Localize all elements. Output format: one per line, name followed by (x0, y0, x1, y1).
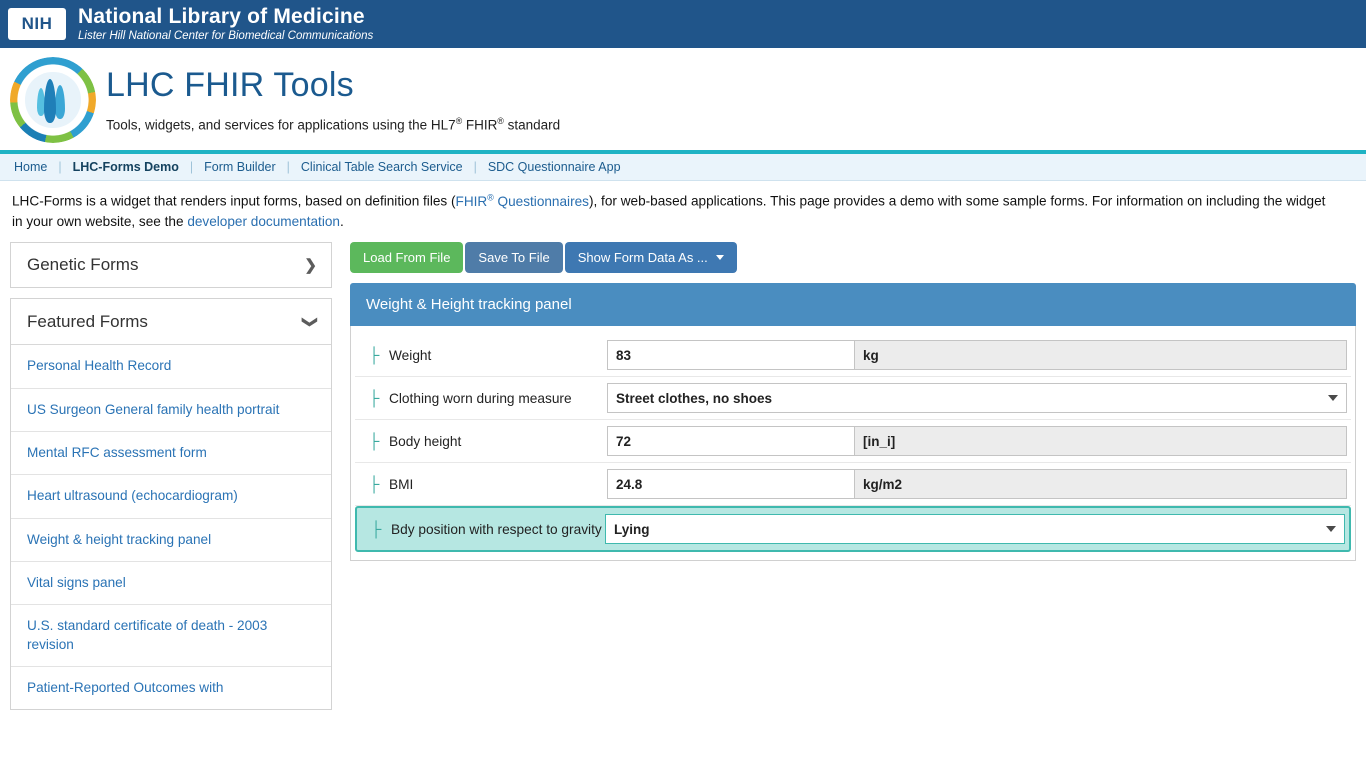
main-nav (0, 154, 1366, 181)
field-value-group (607, 469, 1347, 499)
nih-banner (0, 0, 1366, 48)
field-label: Body height (389, 433, 462, 449)
field-value-group (607, 383, 1347, 413)
nih-logo[interactable]: NIH (8, 8, 66, 40)
list-item[interactable]: US Surgeon General family health portrait (11, 388, 331, 431)
list-item[interactable]: Personal Health Record (11, 344, 331, 387)
field-label: Weight (389, 347, 432, 363)
field-value-group (607, 426, 1347, 456)
intro-paragraph (0, 181, 1340, 232)
table-row (355, 463, 1351, 506)
tagline-part-2: FHIR (462, 117, 498, 133)
page-body (0, 232, 1366, 710)
nav-separator: | (189, 160, 194, 174)
clothing-select[interactable] (607, 383, 1347, 413)
nav-separator: | (58, 160, 62, 174)
nih-banner-title: National Library of Medicine (78, 5, 365, 29)
save-to-file-button[interactable]: Save To File (465, 242, 562, 273)
body-position-select-value: Lying (614, 521, 650, 537)
form-area (350, 242, 1356, 710)
tree-branch-icon: ├ (368, 389, 380, 407)
nih-banner-text (78, 5, 373, 43)
caret-down-icon (716, 255, 724, 260)
questionnaires-link-text: Questionnaires (493, 193, 589, 209)
lhc-logo-icon (10, 57, 96, 143)
list-item[interactable]: Mental RFC assessment form (11, 431, 331, 474)
clothing-select-value: Street clothes, no shoes (616, 390, 773, 406)
fhir-link-text: FHIR (455, 193, 488, 209)
nav-item-clinical-table-search-service[interactable]: Clinical Table Search Service (300, 160, 463, 174)
chevron-down-icon (1326, 526, 1336, 532)
list-item[interactable]: U.S. standard certificate of death - 2003 revision (11, 604, 331, 666)
page-title: LHC FHIR Tools (106, 66, 354, 104)
field-label: Bdy position with respect to gravity (391, 521, 602, 537)
tagline-registered-2: ® (497, 116, 504, 127)
nav-item-sdc-questionnaire-app[interactable]: SDC Questionnaire App (487, 160, 621, 174)
nih-banner-subtitle: Lister Hill National Center for Biomedical Communications (78, 30, 374, 43)
site-title-block (106, 57, 560, 133)
sidebar-section-featured-forms[interactable] (10, 298, 332, 344)
nav-separator: | (286, 160, 290, 174)
body-position-select[interactable] (605, 514, 1345, 544)
chevron-down-icon: ❯ (301, 315, 319, 329)
list-item[interactable]: Vital signs panel (11, 561, 331, 604)
tree-branch-icon: ├ (368, 346, 380, 364)
show-form-data-as-button[interactable] (565, 242, 737, 273)
tagline-registered-1: ® (455, 116, 463, 127)
list-item[interactable]: Heart ultrasound (echocardiogram) (11, 474, 331, 517)
form-header-title: Weight & Height tracking panel (350, 283, 1356, 326)
site-header (0, 48, 1366, 154)
table-row (355, 377, 1351, 420)
bmi-input[interactable]: 24.8 (607, 469, 855, 499)
weight-unit-field[interactable]: kg (855, 340, 1347, 370)
load-from-file-button[interactable]: Load From File (350, 242, 463, 273)
sidebar-section-genetic-forms-label: Genetic Forms (27, 255, 139, 275)
nav-item-form-builder[interactable]: Form Builder (204, 160, 276, 174)
sidebar (10, 242, 332, 710)
fhir-registered-mark: ® (487, 192, 494, 202)
nav-separator: | (473, 160, 477, 174)
list-item[interactable]: Patient-Reported Outcomes with (11, 666, 331, 709)
intro-text-3: . (339, 213, 344, 229)
tagline-part-3: standard (503, 117, 561, 133)
tree-branch-icon: ├ (368, 475, 380, 493)
body-height-unit-field[interactable]: [in_i] (855, 426, 1347, 456)
body-height-input[interactable]: 72 (607, 426, 855, 456)
field-label: Clothing worn during measure (389, 390, 572, 406)
developer-documentation-link[interactable]: developer documentation (187, 213, 340, 229)
chevron-right-icon: ❯ (304, 257, 317, 275)
sidebar-section-genetic-forms[interactable] (10, 242, 332, 288)
intro-text-2: ), for web-based applications. This page provides a demo with some sample forms. For information on including the widget in your own website, see the (12, 193, 1326, 229)
field-value-group (605, 514, 1345, 544)
tree-branch-icon: ├ (368, 432, 380, 450)
site-tagline (106, 116, 560, 133)
field-label: BMI (389, 476, 414, 492)
list-item[interactable]: Weight & height tracking panel (11, 518, 331, 561)
form-toolbar (350, 242, 1356, 273)
featured-forms-list (10, 344, 332, 710)
intro-text-1: LHC-Forms is a widget that renders input forms, based on definition files ( (12, 193, 456, 209)
fhir-questionnaires-link[interactable] (456, 194, 589, 209)
nav-item-home[interactable]: Home (14, 160, 48, 174)
bmi-unit-field[interactable]: kg/m2 (855, 469, 1347, 499)
nav-item-lhc-forms-demo[interactable]: LHC-Forms Demo (72, 160, 179, 174)
weight-input[interactable]: 83 (607, 340, 855, 370)
field-value-group (607, 340, 1347, 370)
tree-branch-icon: ├ (370, 520, 382, 538)
show-form-data-as-label: Show Form Data As ... (577, 250, 708, 266)
tagline-part-1: Tools, widgets, and services for applications using the HL7 (106, 117, 456, 133)
sidebar-section-featured-forms-label: Featured Forms (27, 311, 148, 331)
form-rows (350, 326, 1356, 561)
table-row (355, 420, 1351, 463)
chevron-down-icon (1328, 395, 1338, 401)
table-row-selected (355, 506, 1351, 552)
table-row (355, 334, 1351, 377)
